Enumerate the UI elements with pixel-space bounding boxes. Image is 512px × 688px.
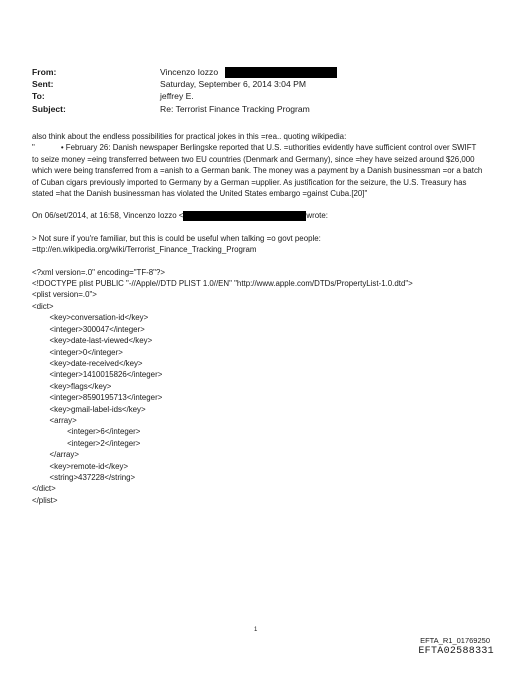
xml-line: </plist> [32,495,58,505]
xml-line: <key>flags</key> [32,381,112,391]
xml-line: <integer>2</integer> [32,438,141,448]
xml-line: <integer>6</integer> [32,427,141,437]
to-label: To: [32,91,45,102]
from-value [160,66,337,78]
quote-mark: " [32,143,35,153]
subject-value: Re: Terrorist Finance Tracking Program [160,103,310,114]
quoted-line-1: > Not sure if you're familiar, but this is could be useful when talking =o govt people: [32,233,321,243]
xml-line: <key>date-received</key> [32,358,143,368]
reply-wrote: wrote: [306,211,328,221]
xml-line: <plist version=.0"> [32,290,97,300]
xml-line: <key>conversation-id</key> [32,313,149,323]
bates-number-2: EFTA02588331 [418,646,494,657]
xml-line: <dict> [32,301,54,311]
from-row [32,66,337,78]
sent-label: Sent: [32,79,54,90]
page-number: 1 [254,627,258,633]
xml-block [32,267,484,507]
body-line-1: also think about the endless possibilities for practical jokes in this =rea.. quoting wikipedia: [32,132,347,141]
redaction-box [225,67,337,78]
xml-line: <string>437228</string> [32,472,136,482]
xml-line: <!DOCTYPE plist PUBLIC "-//Apple//DTD PLIST 1.0//EN" "http://www.apple.com/DTDs/PropertyList-1.0.dtd"> [32,279,413,289]
to-row [32,90,337,102]
quoted-paragraph [32,142,484,199]
xml-line: </array> [32,450,79,460]
xml-line: <key>remote-id</key> [32,461,129,471]
xml-line: <key>gmail-label-ids</key> [32,404,146,414]
from-label: From: [32,67,57,77]
to-value: jeffrey E. [160,91,194,102]
xml-line: </dict> [32,484,56,494]
bullet-icon: • [60,143,64,153]
xml-line: <key>date-last-viewed</key> [32,336,153,346]
reply-intro-line [32,210,484,221]
xml-line: <integer>0</integer> [32,347,123,357]
reply-intro: On 06/set/2014, at 16:58, Vincenzo Iozzo < [32,211,184,221]
sent-value: Saturday, September 6, 2014 3:04 PM [160,79,307,90]
bates-number-1: EFTA_R1_01769250 [420,636,490,645]
wikipedia-quote: February 26: Danish newspaper Berlingske reported that U.S. =uthorities evidently have sufficient control over SWIFT to seize money =eing transferred between two EU countries (Denmark and Germany), since =hey have seized around $26,000 which were being transferred from a =anish to a German bank. The money was a payment by a Danish businessman =or a batch of Cuban cigars previously imported to Germany by a German =upplier. As justification for the seizure, the U.S. Treasury has stated =hat the Danish businessman has violated the United States embargo =gainst Cuba.[20]" [32,143,483,199]
subject-row [32,103,337,115]
subject-label: Subject: [32,103,66,114]
redaction-box [183,211,306,221]
from-name: Vincenzo Iozzo [160,67,219,77]
xml-line: <integer>1410015826</integer> [32,370,163,380]
sent-row [32,78,337,90]
quoted-link: =ttp://en.wikipedia.org/wiki/Terrorist_Finance_Tracking_Program [32,245,257,255]
xml-line: <integer>8590195713</integer> [32,393,163,403]
email-header [32,66,337,115]
xml-line: <array> [32,415,77,425]
email-body [32,131,484,506]
xml-line: <?xml version=.0" encoding="TF-8"?> [32,267,165,277]
xml-line: <integer>300047</integer> [32,324,145,334]
